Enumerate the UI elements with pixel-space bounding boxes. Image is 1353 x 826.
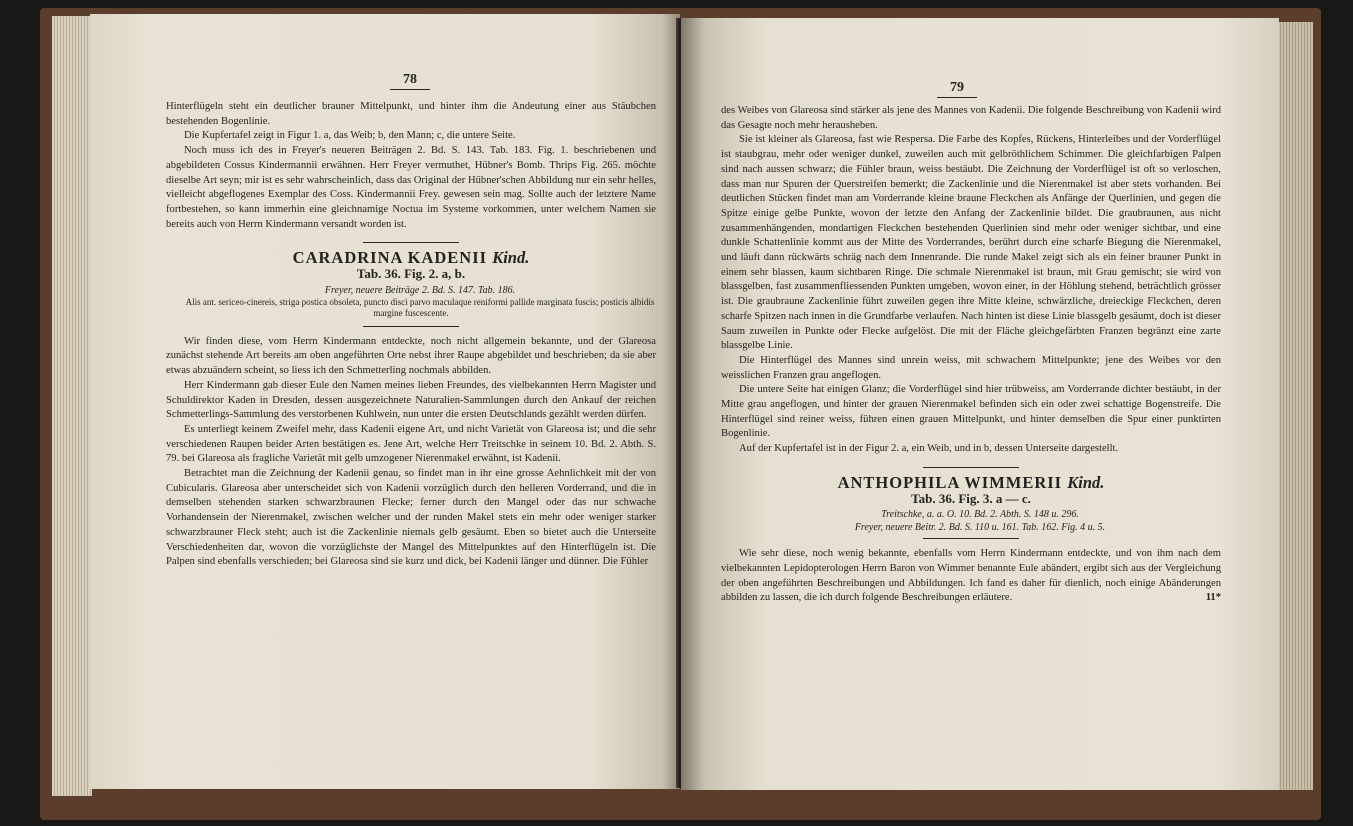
paragraph: Die untere Seite hat einigen Glanz; die Vorderflügel sind hier trübweiss, am Vorderrande dichter bestäubt, in der Mitte grau angeflogen, und hinter der grauen Nierenmakel befinden sich ein oder zwei schattige Bogenstreife. Die Hinterflügel sind reiner weiss, führen einen grauen Mittelpunkt, und hinter demselben die Spur einer punktirten Bogenlinie. bbox=[721, 384, 1221, 440]
literature-reference: Treitschke, a. a. O. 10. Bd. 2. Abth. S. 148 u. 296. bbox=[881, 509, 1079, 521]
paragraph: Wir finden diese, vom Herrn Kindermann entdeckte, noch nicht allgemein bekannte, und der Glareosa zunächst stehende Art bereits am oben angeführten Orte nebst ihrer Raupe abgebildet und beschrieben; da sie aber etwas abzuändern scheint, so liess ich den Schmetterling nochmals abbilden. bbox=[166, 335, 656, 377]
paragraph: Hinterflügeln steht ein deutlicher brauner Mittelpunkt, und hinter ihm die Andeutung einer aus Stäubchen bestehenden Bogenlinie. bbox=[166, 101, 656, 127]
right-page-text bbox=[721, 104, 1221, 606]
plate-reference: Tab. 36. Fig. 2. a, b. bbox=[356, 266, 466, 282]
section-rule bbox=[923, 538, 1019, 539]
left-page bbox=[90, 14, 680, 789]
paragraph-text: Wie sehr diese, noch wenig bekannte, ebenfalls vom Herrn Kindermann entdeckte, und von ihm nach dem vielbekannten Lepidopterologen Herrn Baron von Wimmer benannte Eule abändert, ergibt sich aus der Vergleichung der oben angeführten Beschreibungen und Abbildungen. Ich fand es daher für dienlich, noch einige Abänderungen abbilden zu lassen, die ich durch folgende Beschreibungen erläutere. bbox=[721, 548, 1221, 604]
species-heading bbox=[166, 248, 656, 268]
paragraph: Noch muss ich des in Freyer's neueren Beiträgen 2. Bd. S. 143. Tab. 183. Fig. 1. beschriebenen und abgebildeten Cossus Kindermannii erwähnen. Herr Freyer vermuthet, Hübner's Bomb. Thrips Fig. 265. möchte dieselbe Art seyn; mir ist es sehr wahrscheinlich, dass das Original der Hübner'schen Abbildung nur ein sehr helles, vielleicht abgeflogenes Exemplar des Coss. Kindermannii Frey. gewesen sein mag. Sollte auch der letztere Name fortbestehen, so kann immerhin eine gleichnamige Noctua im Systeme vorkommen, unter welchem Namen sie bereits auch von Herrn Kindermann versandt worden ist. bbox=[166, 145, 656, 230]
page-number: 78 bbox=[380, 72, 440, 90]
paragraph: Auf der Kupfertafel ist in der Figur 2. a, ein Weib, und in b, dessen Unterseite dargestellt. bbox=[739, 443, 1119, 455]
species-author: Kind. bbox=[492, 248, 530, 268]
species-heading bbox=[721, 472, 1221, 492]
literature-reference: Freyer, neuere Beitr. 2. Bd. S. 110 u. 161. Tab. 162. Fig. 4 u. 5. bbox=[854, 522, 1106, 534]
paragraph: Die Kupfertafel zeigt in Figur 1. a, das Weib; b, den Mann; c, die untere Seite. bbox=[184, 130, 516, 142]
paragraph bbox=[721, 547, 1221, 606]
paragraph: des Weibes von Glareosa sind stärker als jene des Mannes von Kadenii. Die folgende Beschreibung von Kadenii wird das Gesagte noch mehr herausheben. bbox=[721, 105, 1221, 131]
section-rule bbox=[363, 242, 459, 243]
paragraph: Sie ist kleiner als Glareosa, fast wie Respersa. Die Farbe des Kopfes, Rückens, Hinterleibes und der Vorderflügel ist staubgrau, mehr oder weniger dunkel, zuweilen auch mit gelbröthlichem Schimmer. Die gleichfarbigen Palpen sind nach aussen schwarz; die Fühler braun, weiss bestäubt. Die Zeichnung der Vorderflügel ist oft so verloschen, dass man nur Spuren der Querstreifen bemerkt; die Zackenlinie und die Nierenmakel ist aber stets vorhanden. Bei deutlichen Stücken findet man am Vorderrande kleine braune Fleckchen als Anfänge der Querlinien, und gegen die Spitze einige gelbe Punkte, wovon der letzte den Anfang der Zackenlinie bildet. Die graubraunen, aus nicht zusammenhängenden, mondartigen Fleckchen bestehenden Querlinien sind mehr oder weniger sichtbar, und eine dunkle Schattenlinie kommt aus der Mitte des Vorderrandes, berührt durch eine scharfe Biegung die Nierenmakel, und läuft dann rückwärts schräg nach dem Innenrande. Die runde Makel zeigt sich als ein feiner brauner Punkt in einem sehr blassen, kaum sichtbaren Ringe. Die schmale Nierenmakel ist braun, mit Grau gemischt; sie wird von blassgelben, fast zusammenfliessenden Punkten umgeben, wovon einer, in der Höhlung stehend, beträchtlich grösser ist. Die graubraune Zackenlinie führt zuweilen gegen ihre Mitte kleine, schwärzliche, dreieckige Fleckchen, deren scharfe Spitzen nach innen in die Grundfarbe verlaufen. Nach hinten ist diese Linie blassgelb gesäumt, doch ist dieser Saum zuweilen in Punkte oder Flecke aufgelöst. Die mit der Fläche gleichgefärbten Franzen begränzt eine zarte blassgelbe Linie. bbox=[721, 134, 1221, 352]
signature-mark: 11* bbox=[1205, 592, 1221, 604]
paragraph: Es unterliegt keinem Zweifel mehr, dass Kadenii eigene Art, und nicht Varietät von Glareosa ist; und die sehr verschiedenen Raupen beider Arten bestätigen es. Jene Art, welche Herr Treitschke in seinem 10. Bd. 2. Abth. S. 79. bei Glareosa als fragliche Varietät mit gelb umzogener Nierenmakel erwähnt, ist Kadenii. bbox=[166, 423, 656, 465]
paragraph: Die Hinterflügel des Mannes sind unrein weiss, mit schwachem Mittelpunkte; jene des Weibes vor den weisslichen Franzen grau angeflogen. bbox=[721, 354, 1221, 381]
species-author: Kind. bbox=[1067, 472, 1105, 492]
paragraph: Herr Kindermann gab dieser Eule den Namen meines lieben Freundes, des vielbekannten Herrn Magister und Schuldirektor Kaden in Dresden, dessen ausgezeichnete Naturalien-Sammlungen durch den Ankauf der reichen Schmetterlings-Sammlung des verstorbenen Kuhlwein, nun unter die ersten Deutschlands gezählt werden dürfen. bbox=[166, 379, 656, 421]
left-page-edges bbox=[52, 16, 92, 796]
literature-reference: Freyer, neuere Beiträge 2. Bd. S. 147. Tab. 186. bbox=[324, 284, 516, 296]
left-page-text bbox=[166, 100, 656, 570]
species-title: CARADRINA KADENII bbox=[292, 248, 488, 268]
paragraph: Betrachtet man die Zeichnung der Kadenii genau, so findet man in ihr eine grosse Aehnlichkeit mit der von Cubicularis. Glareosa aber unterscheidet sich von Kadenii vorzüglich durch den helleren Vorderrand, und die in demselben stehenden starken schwarzbraunen Flecke; ferner durch den Mangel oder das nur schwache Vorhandensein der Nierenmakel, zwischen welcher und der runden Makel stets ein mehr oder weniger starker schwarzbrauner Fleck steht; auch ist die Zackenlinie niemals gelb gesäumt. Eben so bietet auch die Unterseite Verschiedenheiten dar, wovon die vorzüglichste der Mangel des Mittelpunktes auf den Hinterflügeln ist. Die Palpen sind ebenfalls verschieden; bei Glareosa sind sie kurz und dick, bei Kadenii länger und dünner. Die Fühler bbox=[166, 468, 656, 568]
page-number: 79 bbox=[927, 80, 987, 98]
latin-diagnosis: Alis ant. sericeo-cinereis, striga postica obsoleta, puncto disci parvo maculaque reniformi pallide marginata fuscis; posticis albidis margine fuscescente. bbox=[185, 296, 655, 319]
right-page bbox=[681, 18, 1279, 790]
species-title: ANTHOPHILA WIMMERII bbox=[837, 472, 1063, 492]
section-rule bbox=[363, 326, 459, 327]
plate-reference: Tab. 36. Fig. 3. a — c. bbox=[911, 490, 1031, 506]
section-rule bbox=[923, 467, 1019, 468]
